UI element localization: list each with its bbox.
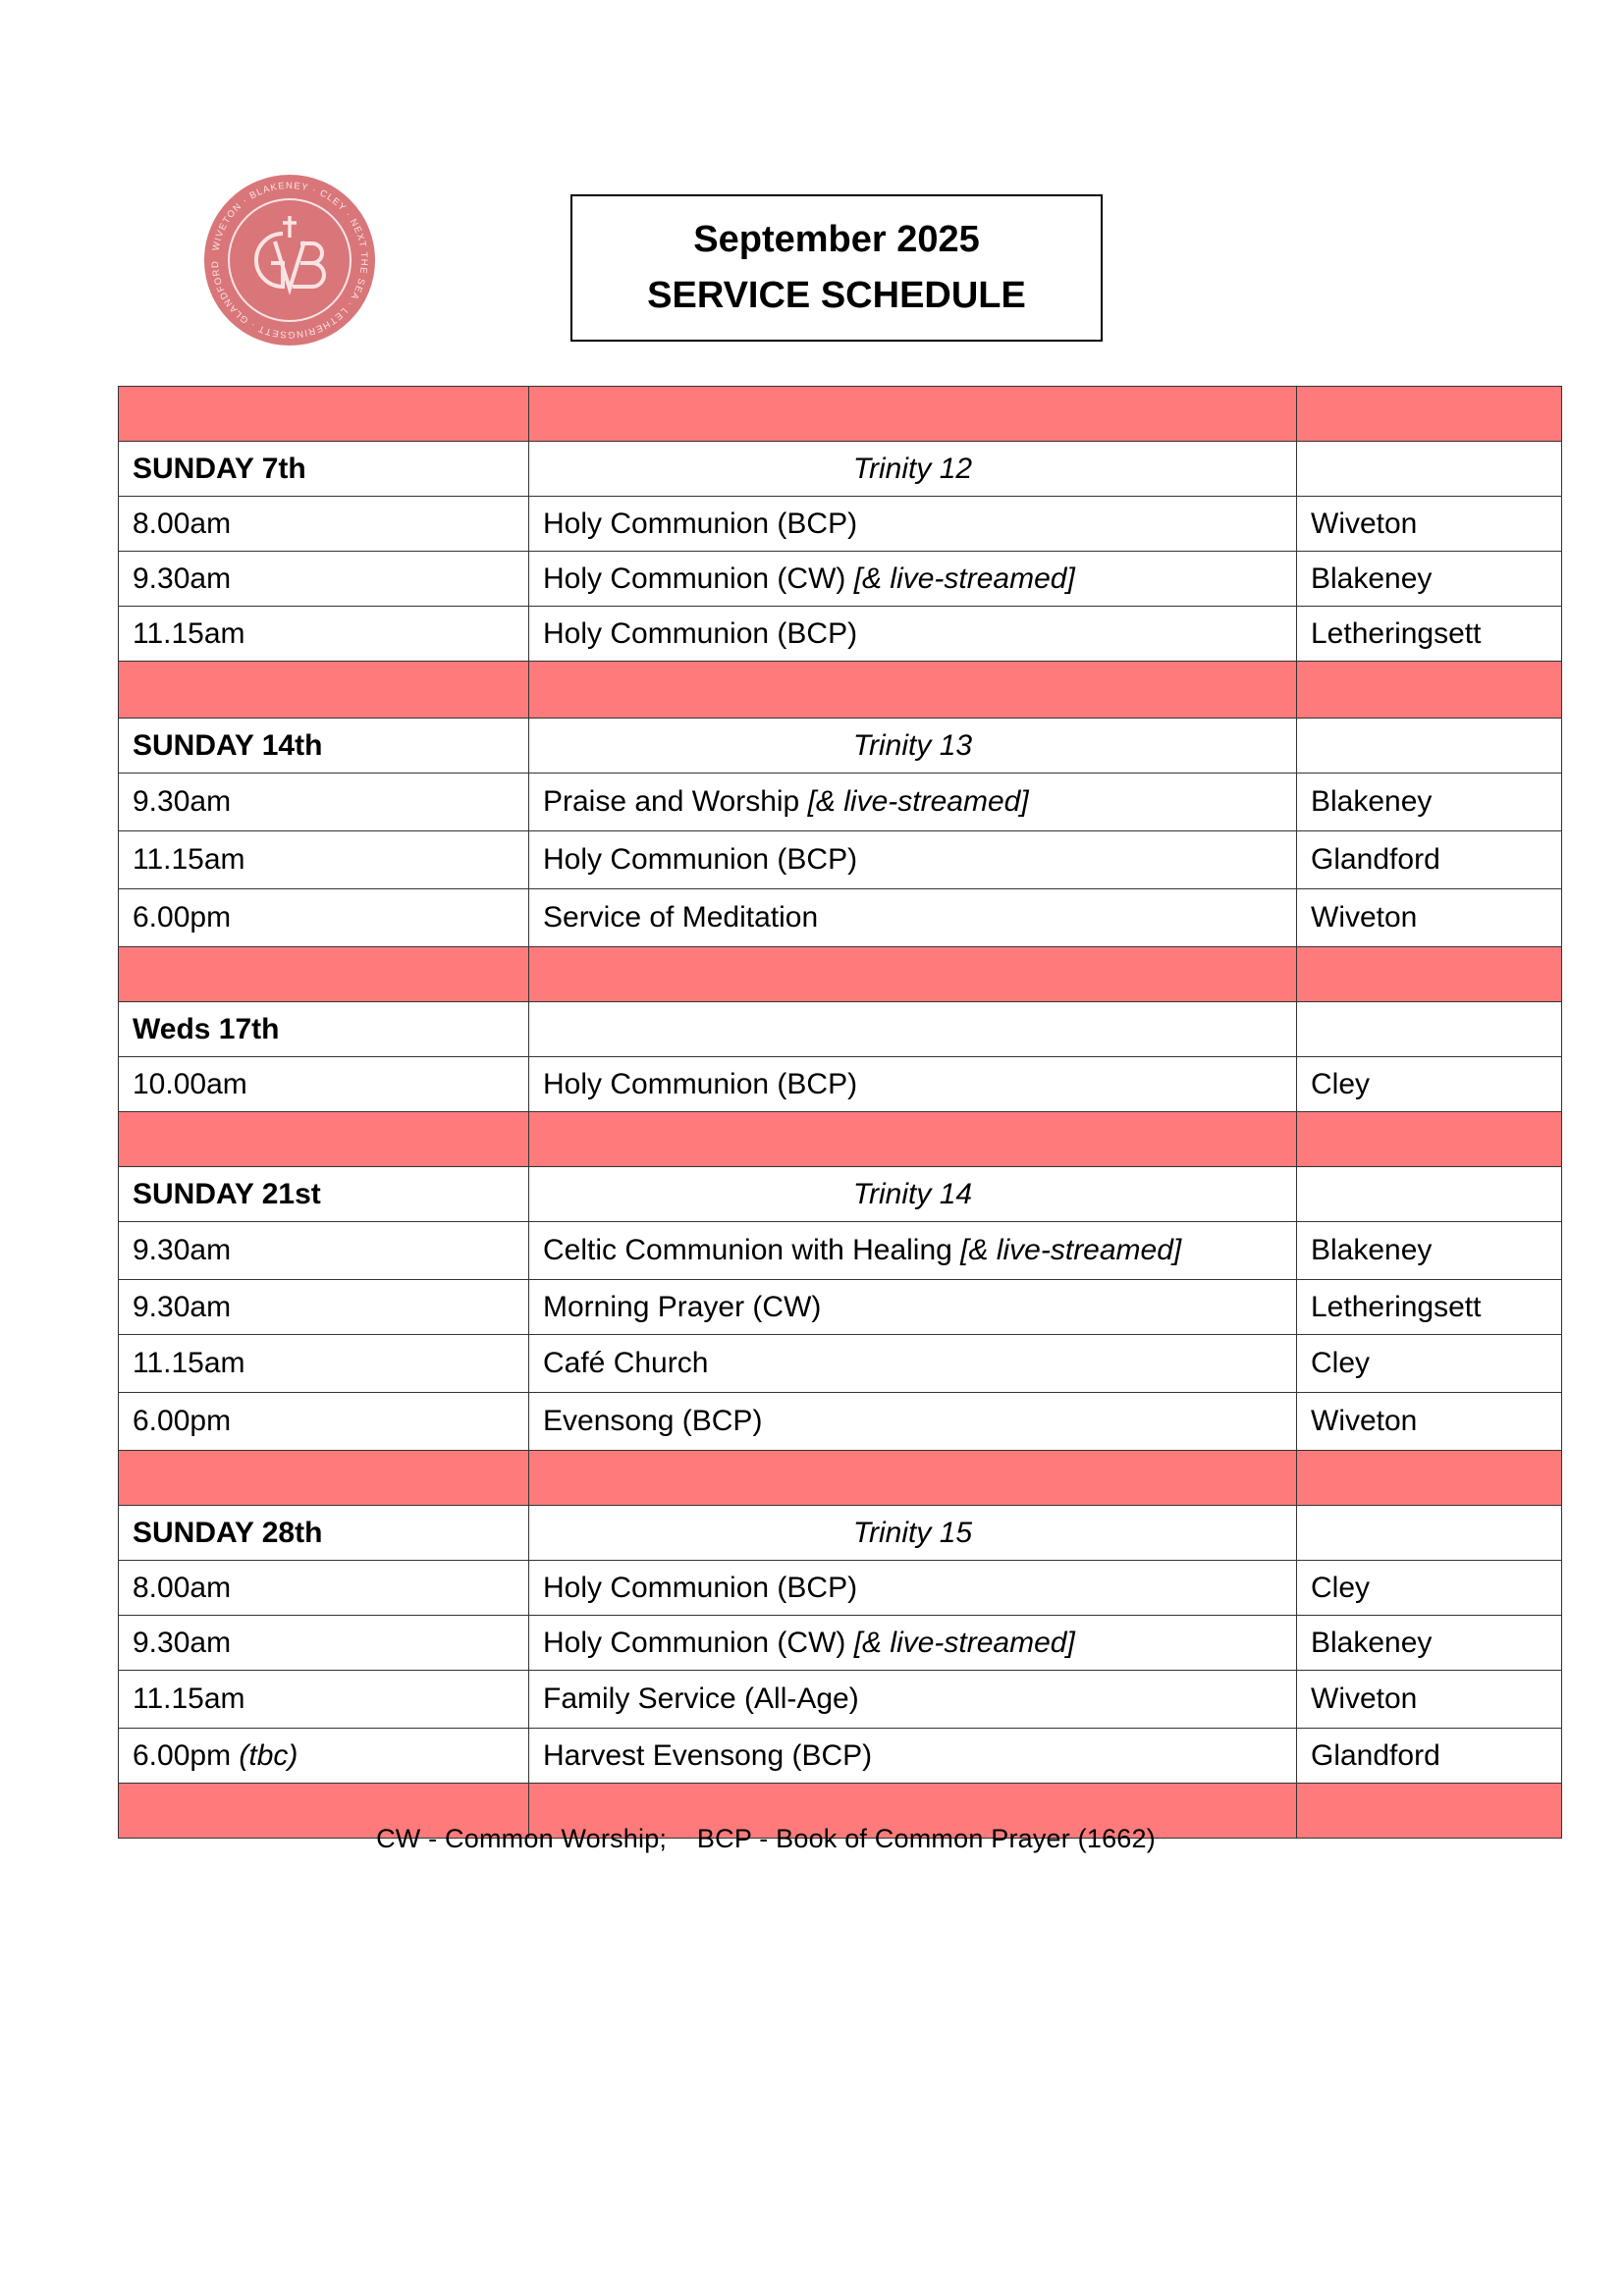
service-place: Letheringsett: [1297, 607, 1562, 662]
service-place: Glandford: [1297, 1729, 1562, 1784]
service-time: 6.00pm (tbc): [119, 1729, 529, 1784]
service-row: [119, 831, 1562, 889]
service-place: Blakeney: [1297, 774, 1562, 831]
service-row: [119, 1280, 1562, 1335]
occasion-label: Trinity 13: [529, 719, 1297, 774]
service-name: Evensong (BCP): [529, 1393, 1297, 1451]
service-time: 9.30am: [119, 1616, 529, 1671]
service-place: Blakeney: [1297, 552, 1562, 607]
service-time: 8.00am: [119, 1561, 529, 1616]
service-time: 9.30am: [119, 552, 529, 607]
day-header-row: [119, 442, 1562, 497]
occasion-label: [529, 1002, 1297, 1057]
live-stream-note: [& live-streamed]: [960, 1234, 1182, 1266]
service-place: Blakeney: [1297, 1616, 1562, 1671]
service-name: Holy Communion (BCP): [529, 497, 1297, 552]
service-place: Wiveton: [1297, 889, 1562, 947]
day-header-row: [119, 719, 1562, 774]
occasion-label: Trinity 14: [529, 1167, 1297, 1222]
service-name: Celtic Communion with Healing [& live-streamed]: [529, 1222, 1297, 1280]
service-row: [119, 1561, 1562, 1616]
service-name: Holy Communion (CW) [& live-streamed]: [529, 1616, 1297, 1671]
day-header-row: [119, 1506, 1562, 1561]
service-time: 11.15am: [119, 1335, 529, 1393]
service-row: [119, 1057, 1562, 1112]
church-logo: [202, 173, 377, 347]
service-row: [119, 1222, 1562, 1280]
service-time: 11.15am: [119, 1671, 529, 1729]
service-time: 11.15am: [119, 607, 529, 662]
logo-ring-text: WIVETON · BLAKENEY · CLEY · NEXT THE SEA · LETHERINGSETT · GLANDFORD: [209, 180, 370, 341]
service-time: 9.30am: [119, 1280, 529, 1335]
service-place: Wiveton: [1297, 497, 1562, 552]
service-row: [119, 607, 1562, 662]
separator-row: [119, 662, 1562, 719]
service-name: Holy Communion (BCP): [529, 1561, 1297, 1616]
service-place: Wiveton: [1297, 1671, 1562, 1729]
service-name: Praise and Worship [& live-streamed]: [529, 774, 1297, 831]
day-label: SUNDAY 28th: [119, 1506, 529, 1561]
service-name: Café Church: [529, 1335, 1297, 1393]
day-header-row: [119, 1167, 1562, 1222]
service-time: 10.00am: [119, 1057, 529, 1112]
day-header-row: [119, 1002, 1562, 1057]
service-time: 9.30am: [119, 1222, 529, 1280]
service-name: Service of Meditation: [529, 889, 1297, 947]
separator-row: [119, 387, 1562, 442]
service-row: [119, 552, 1562, 607]
service-row: [119, 889, 1562, 947]
service-name: Holy Communion (BCP): [529, 1057, 1297, 1112]
separator-row: [119, 947, 1562, 1002]
title-month: September 2025: [693, 219, 980, 260]
occasion-label: Trinity 15: [529, 1506, 1297, 1561]
tbc-note: (tbc): [239, 1738, 298, 1772]
day-label: SUNDAY 14th: [119, 719, 529, 774]
title-heading: SERVICE SCHEDULE: [647, 275, 1026, 316]
service-place: Glandford: [1297, 831, 1562, 889]
live-stream-note: [& live-streamed]: [853, 561, 1075, 595]
occasion-label: Trinity 12: [529, 442, 1297, 497]
service-name: Family Service (All-Age): [529, 1671, 1297, 1729]
service-row: [119, 1616, 1562, 1671]
service-schedule-table: [118, 386, 1562, 1839]
service-name: Holy Communion (BCP): [529, 831, 1297, 889]
service-row: [119, 1335, 1562, 1393]
service-row: [119, 1671, 1562, 1729]
live-stream-note: [& live-streamed]: [853, 1626, 1075, 1659]
separator-row: [119, 1112, 1562, 1167]
service-row: [119, 497, 1562, 552]
separator-row: [119, 1451, 1562, 1506]
abbreviation-footnote: CW - Common Worship; BCP - Book of Common Prayer (1662): [376, 1824, 1156, 1853]
service-row: [119, 1393, 1562, 1451]
service-time: 6.00pm: [119, 1393, 529, 1451]
live-stream-note: [& live-streamed]: [807, 785, 1029, 818]
service-place: Blakeney: [1297, 1222, 1562, 1280]
service-time: 8.00am: [119, 497, 529, 552]
title-box: [570, 194, 1103, 342]
service-name: Holy Communion (CW) [& live-streamed]: [529, 552, 1297, 607]
service-time: 11.15am: [119, 831, 529, 889]
service-name: Morning Prayer (CW): [529, 1280, 1297, 1335]
day-label: SUNDAY 7th: [119, 442, 529, 497]
service-place: Cley: [1297, 1561, 1562, 1616]
service-name: Harvest Evensong (BCP): [529, 1729, 1297, 1784]
service-row: [119, 774, 1562, 831]
service-row: [119, 1729, 1562, 1784]
service-time: 9.30am: [119, 774, 529, 831]
service-place: Cley: [1297, 1057, 1562, 1112]
service-name: Holy Communion (BCP): [529, 607, 1297, 662]
day-label: SUNDAY 21st: [119, 1167, 529, 1222]
service-place: Letheringsett: [1297, 1280, 1562, 1335]
day-label: Weds 17th: [119, 1002, 529, 1057]
service-place: Cley: [1297, 1335, 1562, 1393]
service-place: Wiveton: [1297, 1393, 1562, 1451]
service-time: 6.00pm: [119, 889, 529, 947]
